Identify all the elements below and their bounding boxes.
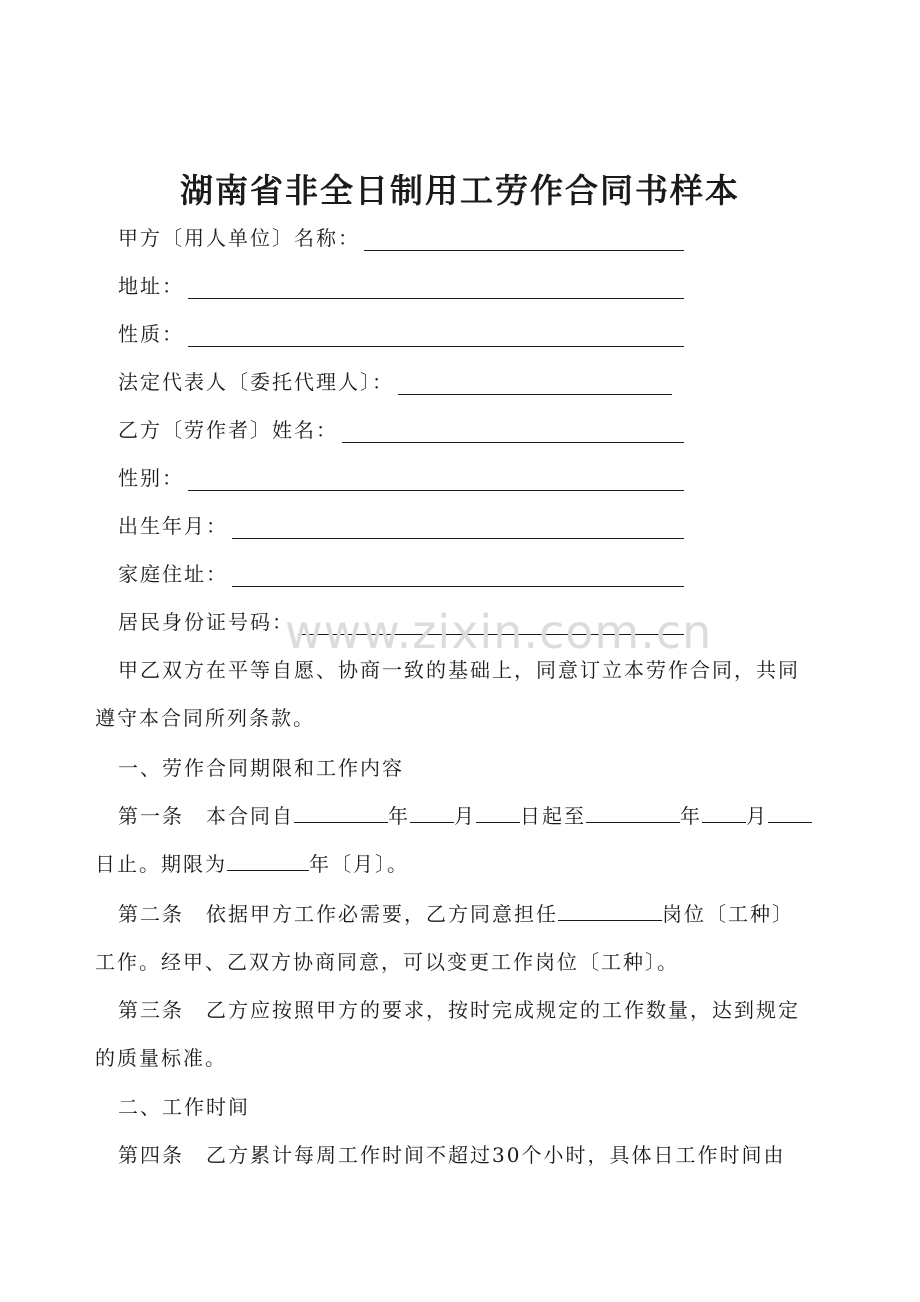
article-2-line-2: 工作。经甲、乙双方协商同意，可以变更工作岗位〔工种〕。 (95, 950, 679, 974)
start-year-blank[interactable] (294, 804, 388, 823)
article-text: 月 (454, 804, 476, 828)
article-text: 第二条 依据甲方工作必需要，乙方同意担任 (118, 902, 558, 926)
article-4-line-1: 第四条 乙方累计每周工作时间不超过30个小时，具体日工作时间由 (118, 1143, 786, 1167)
field-label: 法定代表人〔委托代理人〕： (118, 370, 394, 394)
fill-line[interactable] (364, 232, 684, 251)
end-month-blank[interactable] (702, 804, 746, 823)
field-label: 居民身份证号码： (118, 610, 294, 634)
field-label: 性质： (118, 322, 184, 346)
end-day-blank[interactable] (768, 804, 812, 823)
start-day-blank[interactable] (476, 804, 520, 823)
intro-line-2: 遵守本合同所列条款。 (95, 706, 315, 730)
field-label: 性别： (118, 466, 184, 490)
nature-field[interactable] (118, 318, 684, 347)
start-month-blank[interactable] (410, 804, 454, 823)
article-3-line-2: 的质量标准。 (95, 1046, 227, 1070)
fill-line[interactable] (342, 424, 684, 443)
legal-representative-field[interactable] (118, 366, 672, 395)
fill-line[interactable] (232, 568, 684, 587)
term-length-blank[interactable] (227, 852, 309, 871)
end-year-blank[interactable] (586, 804, 680, 823)
field-label: 出生年月： (118, 514, 228, 538)
fill-line[interactable] (398, 376, 672, 395)
article-1-line-1 (118, 800, 812, 829)
article-text: 年〔月〕。 (309, 852, 409, 876)
worker-name-field[interactable] (118, 414, 684, 443)
section-heading-1: 一、劳作合同期限和工作内容 (118, 756, 404, 780)
article-3-line-1: 第三条 乙方应按照甲方的要求，按时完成规定的工作数量，达到规定 (118, 998, 800, 1022)
article-2-line-1 (118, 898, 794, 927)
position-blank[interactable] (558, 902, 662, 921)
article-text: 岗位〔工种〕 (662, 902, 794, 926)
article-text: 年 (388, 804, 410, 828)
gender-field[interactable] (118, 462, 684, 491)
fill-line[interactable] (232, 520, 684, 539)
article-text: 年 (680, 804, 702, 828)
intro-line-1: 甲乙双方在平等自愿、协商一致的基础上，同意订立本劳作合同，共同 (118, 658, 800, 682)
article-1-line-2 (95, 848, 409, 877)
watermark: www.zixin.com.cn (285, 605, 713, 659)
field-label: 甲方〔用人单位〕名称： (118, 226, 360, 250)
section-heading-2: 二、工作时间 (118, 1095, 250, 1119)
article-text: 月 (746, 804, 768, 828)
article-text: 第一条 本合同自 (118, 804, 294, 828)
home-address-field[interactable] (118, 558, 684, 587)
fill-line[interactable] (188, 472, 684, 491)
address-field[interactable] (118, 270, 684, 299)
field-label: 乙方〔劳作者〕姓名： (118, 418, 338, 442)
fill-line[interactable] (188, 328, 684, 347)
document-title: 湖南省非全日制用工劳作合同书样本 (180, 171, 740, 210)
birth-date-field[interactable] (118, 510, 684, 539)
fill-line[interactable] (188, 280, 684, 299)
field-label: 地址： (118, 274, 184, 298)
article-text: 日起至 (520, 804, 586, 828)
field-label: 家庭住址： (118, 562, 228, 586)
employer-name-field[interactable] (118, 222, 684, 251)
article-text: 日止。期限为 (95, 852, 227, 876)
